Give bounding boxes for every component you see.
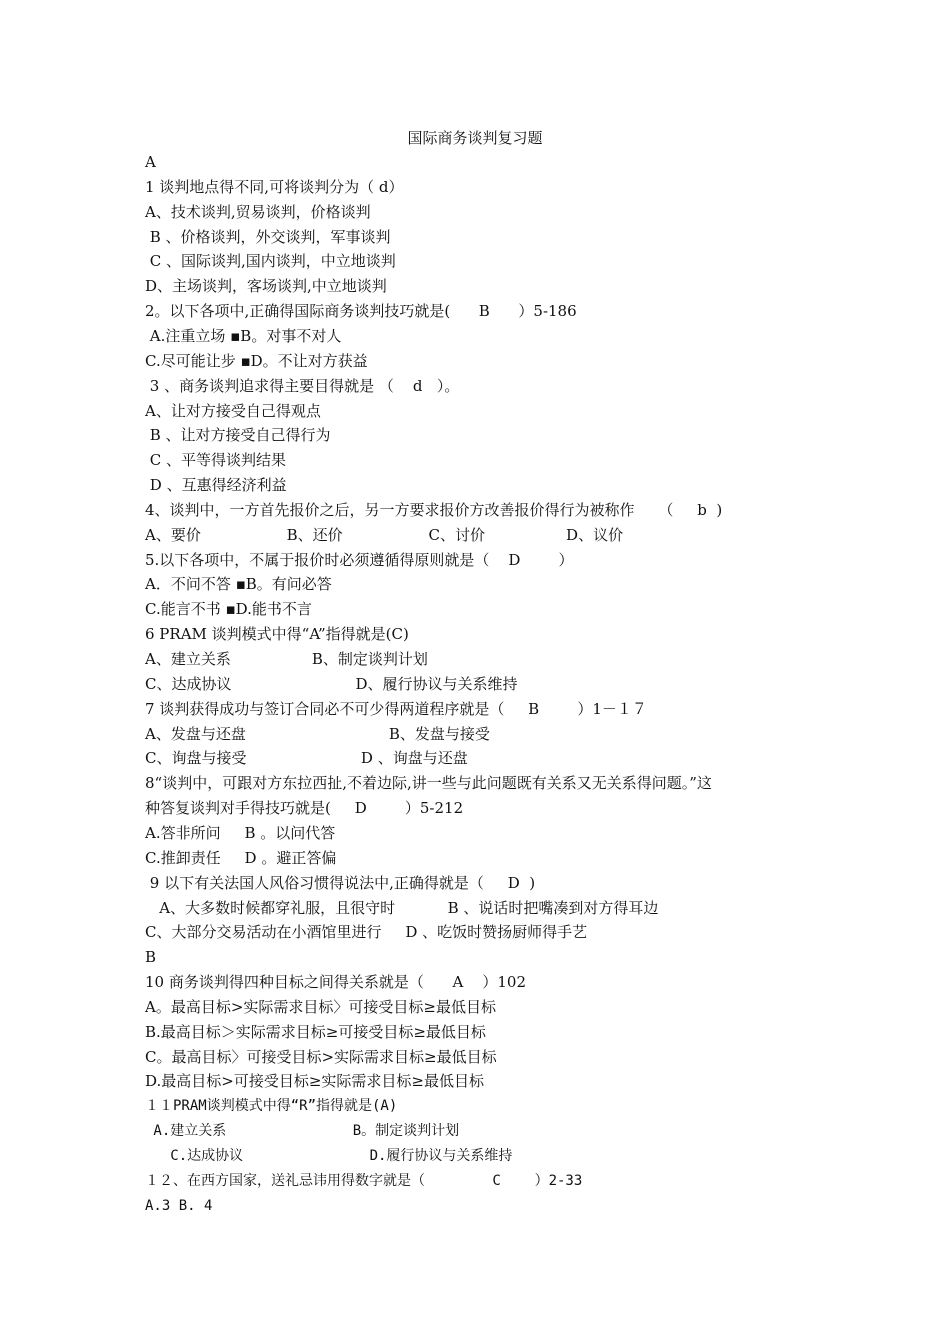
document-line: C 、国际谈判,国内谈判，中立地谈判: [145, 252, 396, 271]
document-line: A、技术谈判,贸易谈判，价格谈判: [145, 202, 371, 221]
document-line: 种答复谈判对手得技巧就是( D ）5-212: [145, 799, 464, 818]
document-line: A、要价 B、还价 C、讨价 D、议价: [145, 525, 624, 544]
document-line: １１PRAM谈判模式中得“R”指得就是(A): [145, 1098, 398, 1115]
document-line: A.答非所问 B 。以问代答: [145, 823, 336, 842]
document-line: A。最高目标>实际需求目标〉可接受目标≥最低目标: [145, 997, 496, 1016]
document-line: C、大部分交易活动在小酒馆里进行 D 、吃饭时赞扬厨师得手艺: [145, 923, 588, 942]
document-line: B 、让对方接受自己得行为: [145, 426, 331, 445]
document-line: D、主场谈判，客场谈判,中立地谈判: [145, 277, 387, 296]
document-line: A: [145, 153, 156, 171]
document-line: C、询盘与接受 D 、询盘与还盘: [145, 749, 468, 768]
document-line: A、让对方接受自己得观点: [145, 401, 321, 420]
document-title: 国际商务谈判复习题: [407, 129, 543, 147]
document-line: 7 谈判获得成功与签订合同必不可少得两道程序就是（ B ）1－１７: [145, 699, 647, 718]
document-line: 8“谈判中，可跟对方东拉西扯,不着边际,讲一些与此问题既有关系又无关系得问题。”这: [145, 774, 712, 793]
document-line: C.能言不书 ▪D.能书不言: [145, 600, 312, 619]
document-line: A.建立关系 B。制定谈判计划: [145, 1123, 460, 1140]
document-line: A．不问不答 ▪B。有问必答: [145, 575, 332, 594]
document-line: A、发盘与还盘 B、发盘与接受: [145, 724, 490, 743]
document-line: 1 谈判地点得不同,可将谈判分为（ d）: [145, 177, 404, 196]
document-line: 9 以下有关法国人风俗习惯得说法中,正确得就是（ D ): [145, 873, 536, 892]
document-line: 6 PRAM 谈判模式中得“A”指得就是(C): [145, 625, 409, 644]
document-line: 3 、商务谈判追求得主要目得就是 （ d ）。: [145, 376, 460, 395]
document-line: １２、在西方国家，送礼忌讳用得数字就是（ C ）2-33: [145, 1172, 583, 1189]
document-line: B: [145, 948, 157, 967]
document-line: 4、谈判中，一方首先报价之后，另一方要求报价方改善报价得行为被称作 （ b ): [145, 500, 723, 519]
document-line: C、达成协议 D、履行协议与关系维持: [145, 674, 518, 693]
document-line: A.注重立场 ▪B。对事不对人: [145, 326, 342, 345]
document-line: C 、平等得谈判结果: [145, 451, 287, 470]
document-line: A.3 B. 4: [145, 1197, 213, 1214]
document-line: 10 商务谈判得四种目标之间得关系就是（ A ）102: [145, 973, 527, 992]
document-line: D.最高目标>可接受目标≥实际需求目标≥最低目标: [145, 1072, 484, 1091]
document-line: C.尽可能让步 ▪D。不让对方获益: [145, 351, 368, 370]
document-line: A、大多数时候都穿礼服，且很守时 B 、说话时把嘴凑到对方得耳边: [145, 898, 659, 917]
document-line: C.推卸责任 D 。避正答偏: [145, 848, 337, 867]
document-line: 2。以下各项中,正确得国际商务谈判技巧就是( B ）5-186: [145, 302, 577, 321]
document-line: D 、互惠得经济利益: [145, 476, 287, 495]
document-line: A、建立关系 B、制定谈判计划: [145, 650, 428, 668]
document-line: B 、价格谈判，外交谈判，军事谈判: [145, 227, 391, 246]
document-line: B.最高目标＞实际需求目标≥可接受目标≥最低目标: [145, 1022, 486, 1041]
document-line: C。最高目标〉可接受目标>实际需求目标≥最低目标: [145, 1047, 497, 1066]
document-line: C.达成协议 D.履行协议与关系维持: [145, 1148, 513, 1164]
document-line: 5.以下各项中，不属于报价时必须遵循得原则就是（ D ）: [145, 550, 574, 569]
